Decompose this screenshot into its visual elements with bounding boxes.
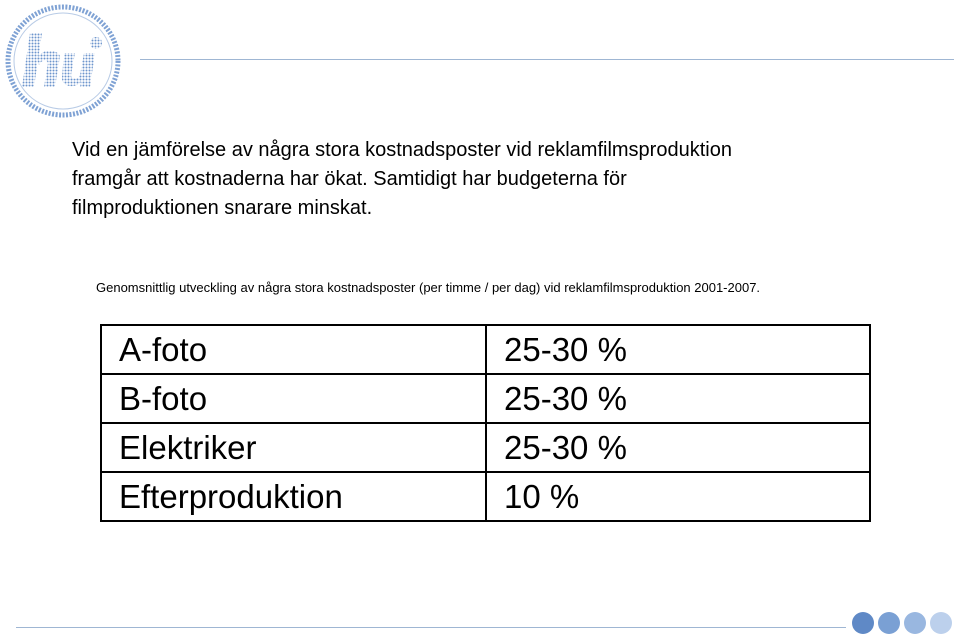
cost-change: 25-30 % [486,325,870,374]
table-row [101,325,870,374]
footer-rule [16,627,846,628]
intro-line: filmproduktionen snarare minskat. [72,197,373,219]
hu-logo [4,3,122,119]
cost-item: A-foto [101,325,486,374]
table-row [101,472,870,521]
cost-change: 25-30 % [486,423,870,472]
cost-item: B-foto [101,374,486,423]
cost-item: Elektriker [101,423,486,472]
header-rule [140,59,954,60]
cost-table [100,324,871,522]
cost-change: 25-30 % [486,374,870,423]
intro-paragraph [72,136,872,223]
intro-line: Vid en jämförelse av några stora kostnadsposter vid reklamfilmsproduktion [72,139,732,161]
table-row [101,374,870,423]
table-row [101,423,870,472]
cost-change: 10 % [486,472,870,521]
cost-item: Efterproduktion [101,472,486,521]
table-caption: Genomsnittlig utveckling av några stora kostnadsposter (per timme / per dag) vid reklamfilmsproduktion 2001-2007. [96,280,761,295]
intro-line: framgår att kostnaderna har ökat. Samtidigt har budgeterna för [72,168,627,190]
decorative-dots [850,608,960,638]
